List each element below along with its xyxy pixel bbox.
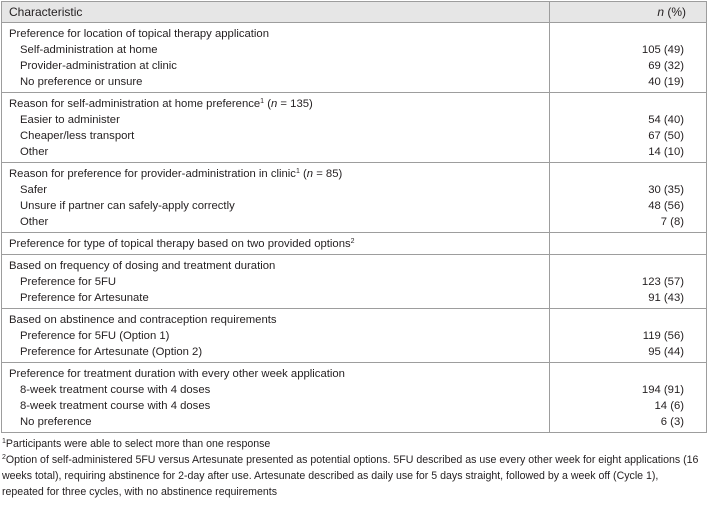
group-title: Preference for location of topical therapy application	[2, 23, 550, 43]
header-characteristic: Characteristic	[2, 2, 550, 23]
group-dosing-frequency	[2, 255, 707, 309]
table-row: Preference for Artesunate 91 (43)	[2, 290, 707, 309]
table-row: Preference for Artesunate (Option 2) 95 (44)	[2, 344, 707, 363]
footnotes	[2, 436, 702, 500]
table-row: 8-week treatment course with 4 doses 14 (6)	[2, 398, 707, 414]
table-row: No preference 6 (3)	[2, 414, 707, 433]
footnote-mark: 2	[350, 238, 355, 245]
table-row: Unsure if partner can safely-apply correctly 48 (56)	[2, 198, 707, 214]
table-header-row	[2, 2, 707, 23]
group-therapy-type	[2, 233, 707, 255]
table-row: Easier to administer 54 (40)	[2, 112, 707, 128]
group-provider-admin-reason	[2, 163, 707, 233]
results-table	[1, 1, 707, 433]
group-abstinence	[2, 309, 707, 363]
table-row: Preference for 5FU (Option 1) 119 (56)	[2, 328, 707, 344]
group-title: Preference for type of topical therapy based on two provided options$^2$	[2, 233, 550, 255]
group-treatment-duration	[2, 363, 707, 433]
table-row: No preference or unsure 40 (19)	[2, 74, 707, 93]
header-n: n	[657, 5, 664, 19]
footnote-1: $^1$Participants were able to select more than one response	[2, 438, 271, 450]
group-title: Preference for treatment duration with every other week application	[2, 363, 550, 383]
header-n-percent	[550, 2, 707, 23]
table-row: Cheaper/less transport 67 (50)	[2, 128, 707, 144]
group-self-admin-reason	[2, 93, 707, 163]
table-row: Self-administration at home 105 (49)	[2, 42, 707, 58]
footnote-2: $^2$Option of self-administered 5FU versus Artesunate presented as potential options. 5FU described as use every other week for eight applications (16 weeks total), requiring abstinence for 2-day after use. Artesunate described as daily use for 5 days straight, followed by a week off (Cycle 1), repeated for three cycles, with no abstinence requirements	[2, 454, 699, 498]
footnote-mark: 1	[295, 168, 300, 175]
table-row: Provider-administration at clinic 69 (32)	[2, 58, 707, 74]
group-title: Reason for self-administration at home preference$^1$ (n = 135)	[2, 93, 550, 113]
table-document	[0, 1, 707, 515]
group-title: Based on frequency of dosing and treatment duration	[2, 255, 550, 275]
table-row: 8-week treatment course with 4 doses 194 (91)	[2, 382, 707, 398]
table-row: Other 14 (10)	[2, 144, 707, 163]
group-title: Based on abstinence and contraception requirements	[2, 309, 550, 329]
header-percent: (%)	[664, 5, 686, 19]
table-row: Safer 30 (35)	[2, 182, 707, 198]
group-location	[2, 23, 707, 93]
table-row: Preference for 5FU 123 (57)	[2, 274, 707, 290]
table-row: Other 7 (8)	[2, 214, 707, 233]
footnote-mark: 1	[260, 98, 265, 105]
group-title: Reason for preference for provider-administration in clinic$^1$ (n = 85)	[2, 163, 550, 183]
